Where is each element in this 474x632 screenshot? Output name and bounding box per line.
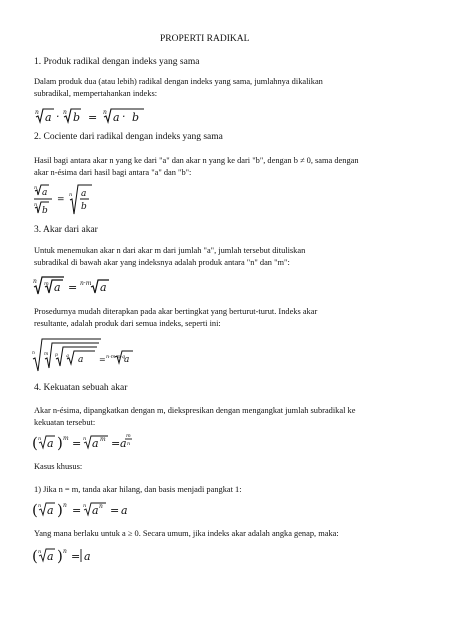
section-1-text-line-2: subradikal, mempertahankan indeks:: [34, 89, 158, 98]
section-1-text-line-1: Dalam produk dua (atau lebih) radikal dengan indeks yang sama, jumlahnya dikalikan: [34, 77, 323, 86]
formula-product-radicals: [32, 106, 152, 126]
section-4-text-line-1: Akar n-ésima, dipangkatkan dengan m, diekspresikan dengan mengangkat jumlah subradikal ke: [34, 406, 356, 415]
svg-text:): ): [57, 547, 63, 565]
formula-power-of-root: [31, 432, 141, 452]
svg-text:m: m: [100, 436, 106, 443]
special-case-1-text: 1) Jika n = m, tanda akar hilang, dan basis menjadi pangkat 1:: [34, 485, 242, 494]
svg-text:n: n: [63, 548, 67, 555]
svg-text:n: n: [63, 109, 67, 116]
svg-text:a: a: [100, 281, 107, 294]
svg-text:n: n: [38, 503, 42, 509]
svg-text:=: =: [57, 195, 65, 205]
svg-text:a: a: [92, 437, 99, 450]
svg-text:a: a: [81, 189, 87, 199]
svg-text:n: n: [38, 549, 42, 555]
svg-text:n: n: [32, 351, 35, 356]
svg-text:(: (: [32, 434, 38, 452]
svg-text:a: a: [124, 355, 130, 365]
svg-text:n: n: [99, 503, 103, 510]
svg-text:·: ·: [56, 110, 60, 123]
svg-text:n·m·p·q: n·m·p·q: [106, 354, 126, 360]
svg-text:n·m: n·m: [80, 280, 92, 287]
svg-text:a: a: [47, 504, 54, 517]
svg-text:n: n: [83, 503, 87, 509]
section-3-text-line-2: subradikal di bawah akar yang indeksnya adalah produk antara "n" dan "m":: [34, 258, 290, 267]
svg-text:=: =: [111, 437, 121, 450]
section-1-heading: 1. Produk radikal dengan indeks yang sama: [34, 57, 200, 67]
svg-text:=: =: [72, 504, 82, 517]
formula-root-of-root: [31, 275, 121, 297]
svg-text:m: m: [63, 435, 69, 442]
section-2-text-line-2: akar n-ésima dari hasil bagi antara "a" dan "b":: [34, 168, 192, 177]
svg-text:b: b: [42, 206, 48, 216]
svg-text:a: a: [84, 550, 91, 563]
svg-text:n: n: [34, 202, 38, 208]
formula-quotient-radicals: [32, 183, 112, 217]
svg-text:·: ·: [122, 110, 126, 123]
svg-text:): ): [57, 501, 63, 519]
svg-text:a: a: [113, 111, 120, 124]
svg-text:n: n: [103, 109, 107, 116]
formula-even-index: [31, 545, 101, 565]
svg-text:n: n: [38, 436, 42, 442]
svg-text:(: (: [32, 547, 38, 565]
svg-text:=: =: [99, 355, 106, 364]
svg-text:=: =: [72, 437, 82, 450]
svg-text:m: m: [44, 352, 49, 357]
section-4-text-line-3: Yang mana berlaku untuk a ≥ 0. Secara umum, jika indeks akar adalah angka genap, maka:: [34, 529, 339, 538]
svg-text:a: a: [92, 504, 99, 517]
svg-text:a: a: [47, 550, 54, 563]
svg-text:a: a: [45, 111, 52, 124]
svg-text:): ): [57, 434, 63, 452]
section-3-text-line-1: Untuk menemukan akar n dari akar m dari jumlah "a", jumlah tersebut dituliskan: [34, 246, 306, 255]
svg-text:a: a: [121, 504, 128, 517]
svg-text:a: a: [42, 188, 48, 198]
svg-text:=: =: [88, 111, 98, 124]
page-title: PROPERTI RADIKAL: [160, 34, 250, 44]
svg-text:=: =: [68, 281, 78, 294]
svg-text:a: a: [78, 355, 84, 365]
formula-nested-roots: [31, 337, 151, 373]
svg-text:n: n: [69, 192, 73, 198]
svg-text:p: p: [55, 353, 58, 358]
section-4-heading: 4. Kekuatan sebuah akar: [34, 383, 128, 393]
special-cases-label: Kasus khusus:: [34, 462, 83, 471]
svg-text:m: m: [44, 281, 49, 287]
svg-text:n: n: [83, 436, 87, 442]
section-3-heading: 3. Akar dari akar: [34, 225, 98, 235]
svg-text:n: n: [63, 502, 67, 509]
svg-text:n: n: [33, 278, 37, 285]
svg-text:n: n: [34, 185, 38, 191]
section-3-text-line-3: Prosedurnya mudah diterapkan pada akar bertingkat yang berturut-turut. Indeks akar: [34, 307, 318, 316]
svg-text:=: =: [110, 504, 120, 517]
svg-text:b: b: [73, 111, 81, 124]
svg-text:n: n: [35, 109, 39, 116]
section-2-text-line-1: Hasil bagi antara akar n yang ke dari "a" dan akar n yang ke dari "b", dengan b ≠ 0, sama dengan: [34, 156, 359, 165]
svg-text:n: n: [127, 441, 131, 447]
svg-text:=: =: [71, 550, 81, 563]
svg-text:q: q: [66, 354, 69, 359]
svg-text:m: m: [126, 433, 131, 439]
svg-text:b: b: [132, 111, 140, 124]
svg-text:a: a: [54, 281, 61, 294]
section-4-text-line-2: kekuatan tersebut:: [34, 418, 96, 427]
svg-text:b: b: [81, 202, 87, 212]
svg-text:(: (: [32, 501, 38, 519]
section-3-text-line-4: resultante, adalah produk dari semua indeks, seperti ini:: [34, 319, 221, 328]
svg-text:a: a: [47, 437, 54, 450]
svg-text:a: a: [120, 437, 127, 450]
formula-power-equal-index: [31, 499, 131, 519]
section-2-heading: 2. Cociente dari radikal dengan indeks yang sama: [34, 132, 223, 142]
